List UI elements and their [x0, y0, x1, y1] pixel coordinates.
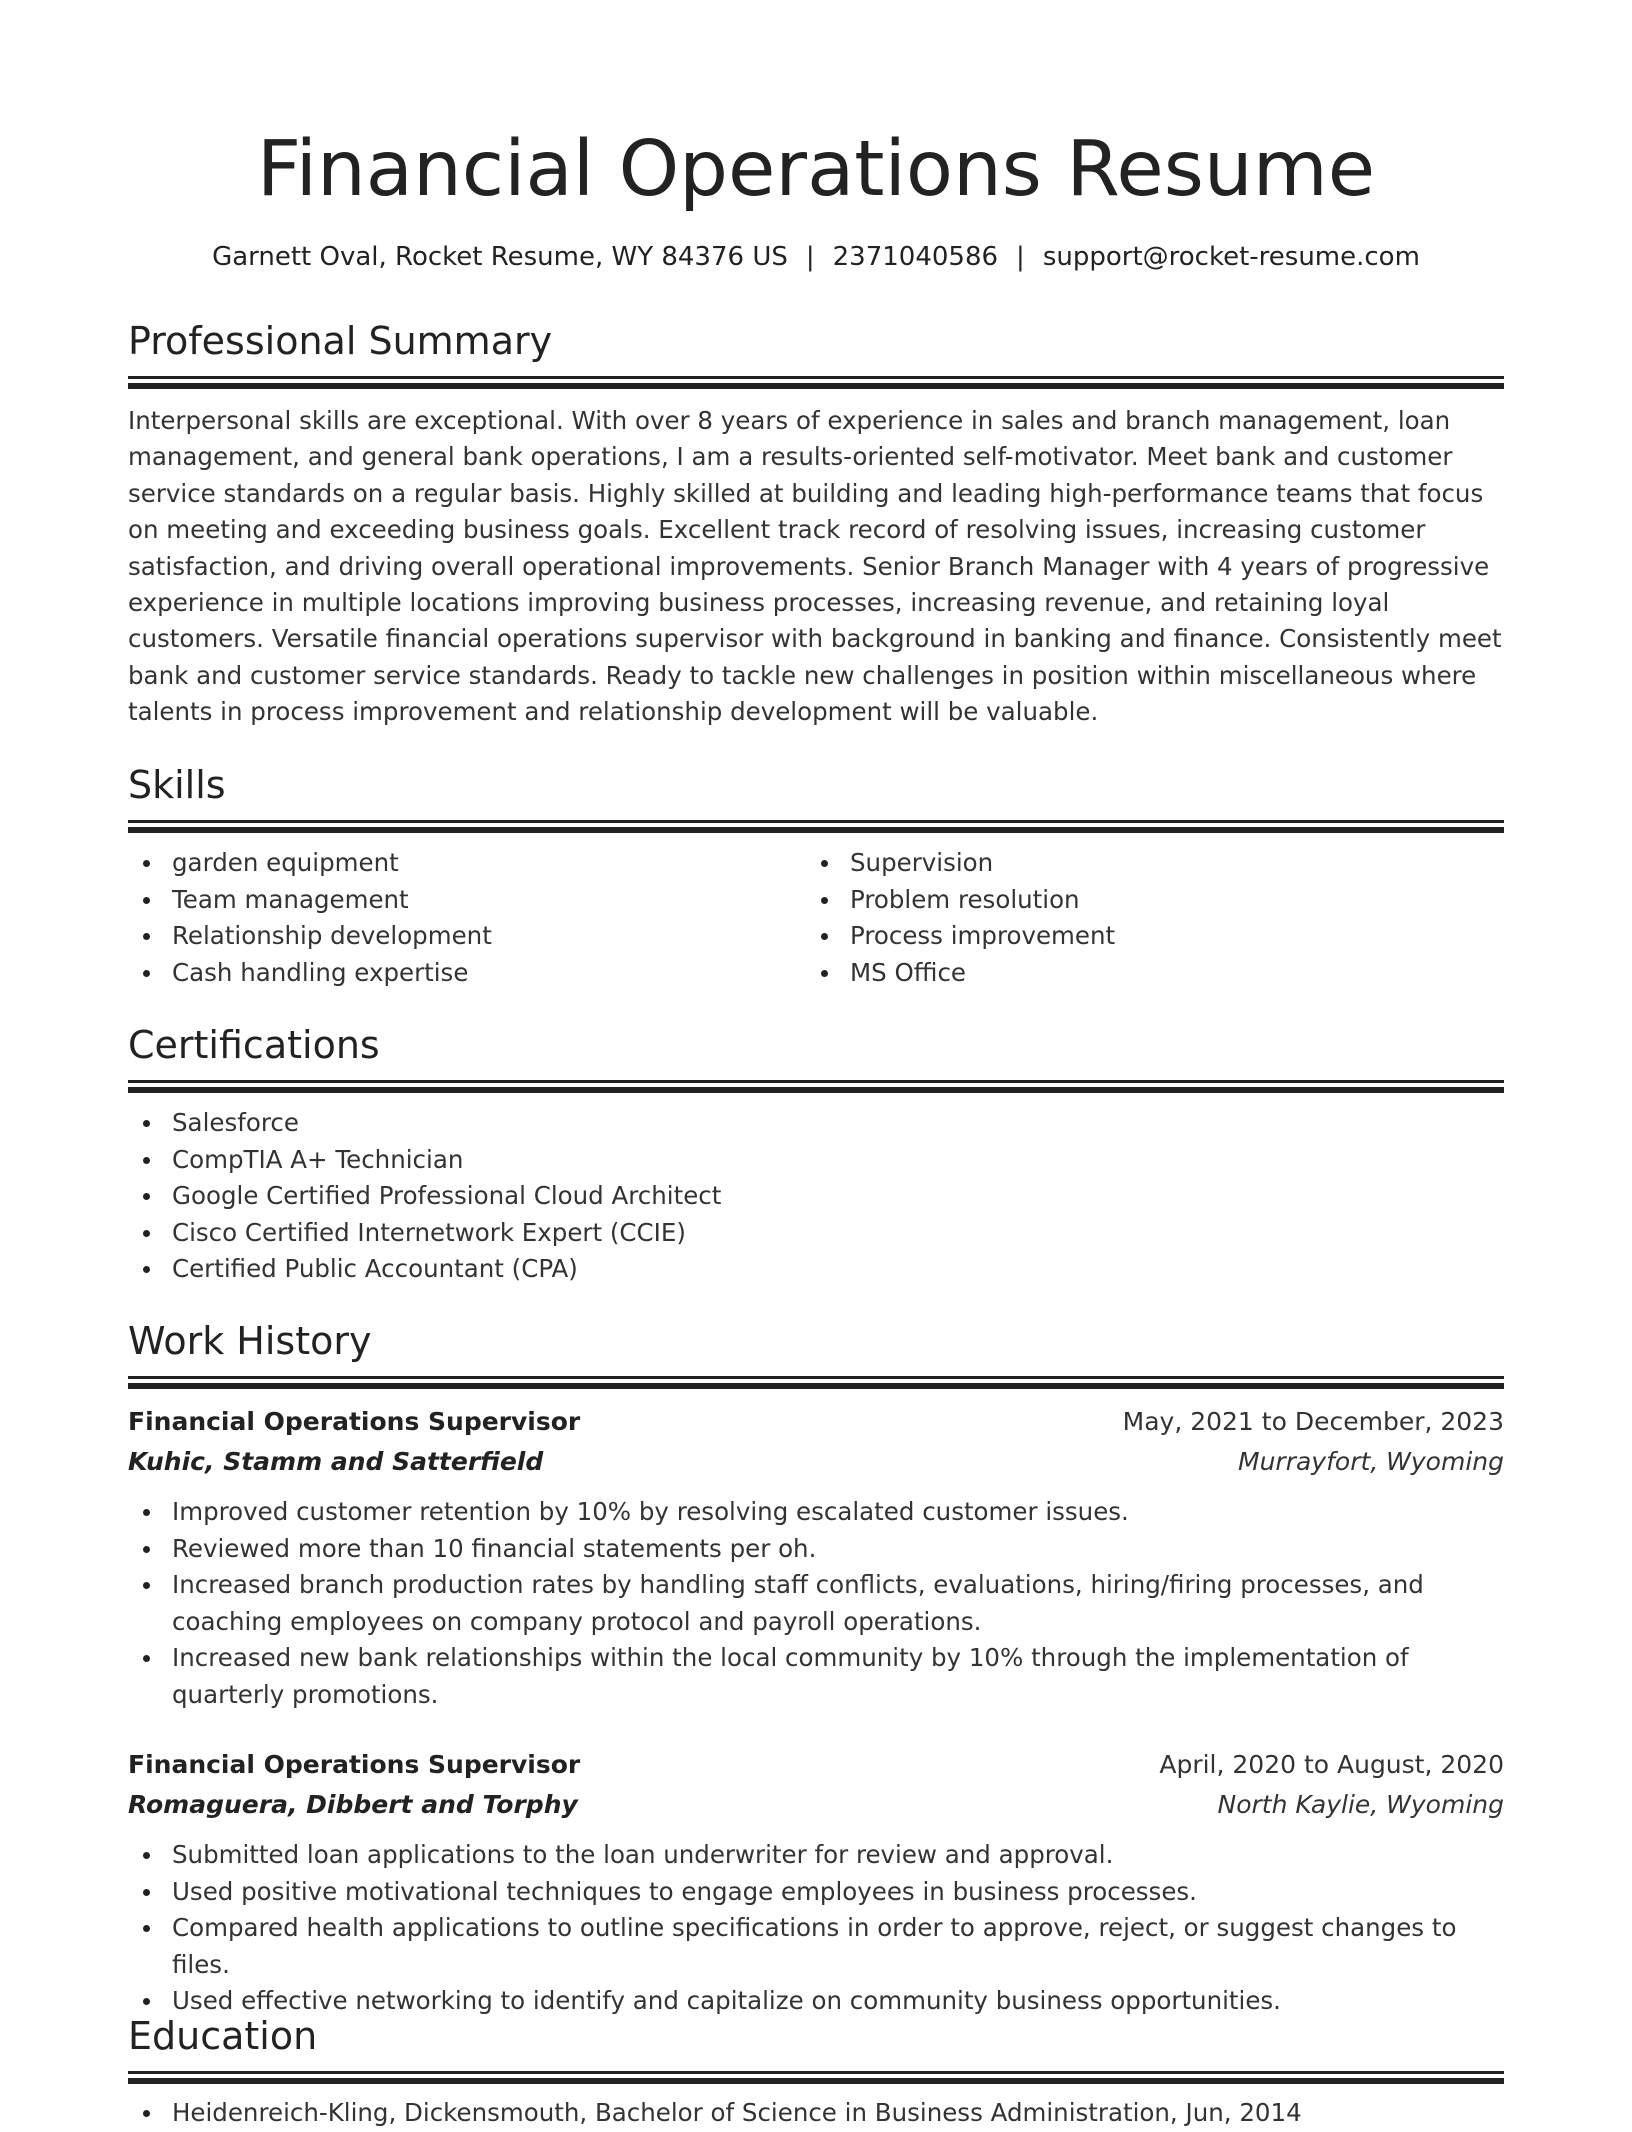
job-bullet: Used effective networking to identify and capitalize on community business opportunities. [128, 1983, 1504, 2020]
section-divider-thin [128, 1376, 1504, 1379]
education-list [128, 2095, 1504, 2132]
education-section [128, 2011, 1504, 2084]
section-divider-thick [128, 1383, 1504, 1389]
job-dates: April, 2020 to August, 2020 [1159, 1750, 1504, 1779]
section-divider-thick [128, 383, 1504, 389]
certifications-list [128, 1105, 1504, 1288]
job-company: Romaguera, Dibbert and Torphy [128, 1790, 578, 1819]
job-header-row [128, 1402, 1504, 1442]
job-bullet: Improved customer retention by 10% by resolving escalated customer issues. [128, 1494, 1504, 1531]
contact-separator: | [805, 242, 815, 272]
work-history-section [128, 1316, 1504, 1389]
section-heading: Skills [128, 763, 226, 807]
certification-item: CompTIA A+ Technician [128, 1142, 1504, 1179]
job-bullet: Increased branch production rates by handling staff conflicts, evaluations, hiring/firing processes, and coaching employees on company protocol and payroll operations. [128, 1567, 1504, 1640]
contact-separator: | [1016, 242, 1025, 272]
skills-list-right [806, 845, 1484, 991]
job-dates: May, 2021 to December, 2023 [1122, 1407, 1504, 1436]
job-bullet: Used positive motivational techniques to engage employees in business processes. [128, 1874, 1504, 1911]
skill-item: Team management [128, 882, 806, 919]
certifications-section [128, 1020, 1504, 1288]
job-bullet: Submitted loan applications to the loan underwriter for review and approval. [128, 1837, 1504, 1874]
skill-item: Relationship development [128, 918, 806, 955]
section-divider-thick [128, 1087, 1504, 1093]
job-entry [128, 1402, 1504, 1714]
page-title: Financial Operations Resume [256, 125, 1376, 214]
section-heading: Certifications [128, 1023, 380, 1067]
skill-item: Process improvement [806, 918, 1484, 955]
contact-phone: 2371040586 [832, 242, 999, 272]
job-bullet: Increased new bank relationships within the local community by 10% through the implementation of quarterly promotions. [128, 1640, 1504, 1713]
section-divider-thick [128, 827, 1504, 833]
section-divider-thin [128, 1080, 1504, 1083]
section-divider-thin [128, 820, 1504, 823]
skill-item: garden equipment [128, 845, 806, 882]
job-title: Financial Operations Supervisor [128, 1750, 581, 1779]
resume-page [128, 0, 1504, 2127]
education-item: Heidenreich-Kling, Dickensmouth, Bachelor of Science in Business Administration, Jun, 2014 [128, 2095, 1504, 2132]
section-divider-thin [128, 2071, 1504, 2074]
job-header-row [128, 1745, 1504, 1785]
job-company-row [128, 1785, 1504, 1825]
job-bullets [128, 1494, 1504, 1714]
certification-item: Certified Public Accountant (CPA) [128, 1251, 1504, 1288]
summary-paragraph: Interpersonal skills are exceptional. With over 8 years of experience in sales and branch management, loan management, and general bank operations, I am a results-oriented self-motivator. Meet bank and customer service standards on a regular basis. Highly skilled at building and leading high-performance teams that focus on meeting and exceeding business goals. Excellent track record of resolving issues, increasing customer satisfaction, and driving overall operational improvements. Senior Branch Manager with 4 years of progressive experience in multiple locations improving business processes, increasing revenue, and retaining loyal customers. Versatile financial operations supervisor with background in banking and finance. Consistently meet bank and customer service standards. Ready to tackle new challenges in position within miscellaneous where talents in process improvement and relationship development will be valuable. [128, 406, 1502, 727]
job-company-row [128, 1442, 1504, 1482]
skills-list-left [128, 845, 806, 991]
skills-section [128, 760, 1504, 991]
contact-email: support@rocket-resume.com [1042, 242, 1420, 272]
contact-address: Garnett Oval, Rocket Resume, WY 84376 US [212, 242, 788, 272]
skill-item: MS Office [806, 955, 1484, 992]
skill-item: Cash handling expertise [128, 955, 806, 992]
job-title: Financial Operations Supervisor [128, 1407, 581, 1436]
professional-summary-section [128, 316, 1504, 731]
certification-item: Cisco Certified Internetwork Expert (CCIE) [128, 1215, 1504, 1252]
skill-item: Problem resolution [806, 882, 1484, 919]
section-heading: Work History [128, 1319, 372, 1363]
section-heading: Professional Summary [128, 319, 553, 363]
skills-grid [128, 845, 1504, 991]
job-bullet: Compared health applications to outline specifications in order to approve, reject, or suggest changes to files. [128, 1910, 1504, 1983]
job-bullet: Reviewed more than 10 financial statements per oh. [128, 1531, 1504, 1568]
job-location: Murrayfort, Wyoming [1238, 1447, 1504, 1476]
job-bullets [128, 1837, 1504, 2020]
education-entry-partial [128, 2095, 1504, 2127]
contact-line [128, 240, 1504, 274]
job-location: North Kaylie, Wyoming [1217, 1790, 1504, 1819]
certification-item: Salesforce [128, 1105, 1504, 1142]
section-divider-thick [128, 2078, 1504, 2084]
certification-item: Google Certified Professional Cloud Architect [128, 1178, 1504, 1215]
section-divider-thin [128, 376, 1504, 379]
section-heading: Education [128, 2014, 318, 2058]
job-entry [128, 1745, 1504, 2020]
skill-item: Supervision [806, 845, 1484, 882]
job-company: Kuhic, Stamm and Satterfield [128, 1447, 544, 1476]
